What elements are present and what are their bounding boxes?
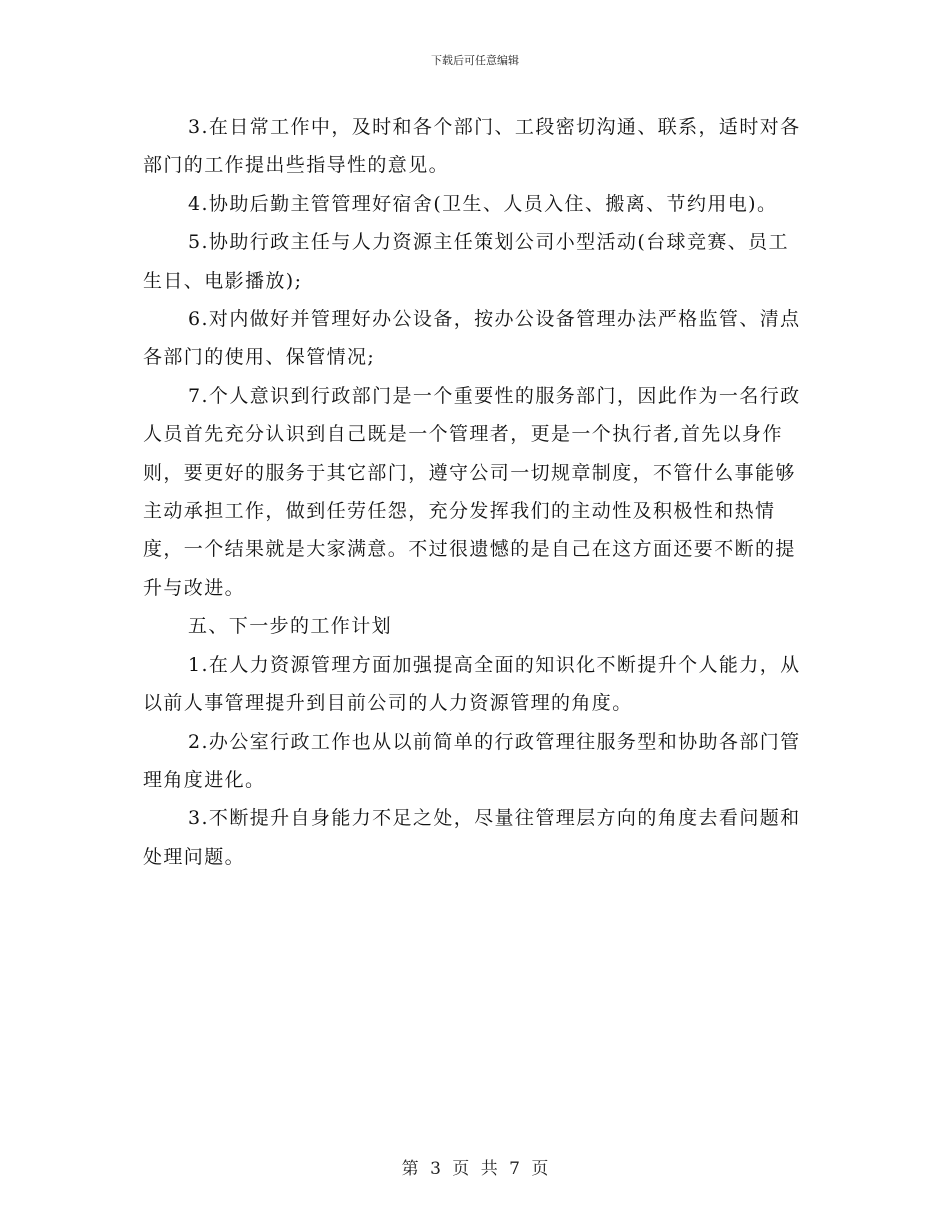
paragraph-plan-1: 1.在人力资源管理方面加强提高全面的知识化不断提升个人能力，从以前人事管理提升到目前公司的人力资源管理的角度。 bbox=[143, 653, 801, 715]
paragraph-plan-3: 3.不断提升自身能力不足之处，尽量往管理层方向的角度去看问题和处理问题。 bbox=[143, 807, 801, 868]
section-heading-next-plan: 五、下一步的工作计划 bbox=[188, 615, 393, 638]
paragraph-item-5-activities: 5.协助行政主任与人力资源主任策划公司小型活动(台球竞赛、员工生日、电影播放); bbox=[143, 231, 789, 292]
paragraph-item-3-communication: 3.在日常工作中，及时和各个部门、工段密切沟通、联系，适时对各部门的工作提出些指导性的意见。 bbox=[143, 116, 801, 177]
page-number-footer: 第 3 页 共 7 页 bbox=[401, 1159, 549, 1179]
paragraph-item-7-self-awareness: 7.个人意识到行政部门是一个重要性的服务部门，因此作为一名行政人员首先充分认识到自己既是一个管理者，更是一个执行者,首先以身作则，要更好的服务于其它部门，遵守公司一切规章制度，不管什么事能够主动承担工作，做到任劳任怨，充分发挥我们的主动性及积极性和热情度，一个结果就是大家满意。不过很遗憾的是自己在这方面还要不断的提升与改进。 bbox=[143, 384, 801, 599]
document-body bbox=[143, 108, 808, 876]
paragraph-item-4-dormitory: 4.协助后勤主管管理好宿舍(卫生、人员入住、搬离、节约用电)。 bbox=[188, 192, 778, 215]
paragraph-plan-2: 2.办公室行政工作也从以前简单的行政管理往服务型和协助各部门管理角度进化。 bbox=[143, 730, 801, 791]
header-edit-note: 下载后可任意编辑 bbox=[431, 54, 519, 67]
paragraph-item-6-office-equipment: 6.对内做好并管理好办公设备，按办公设备管理办法严格监管、清点各部门的使用、保管情况; bbox=[143, 308, 801, 369]
